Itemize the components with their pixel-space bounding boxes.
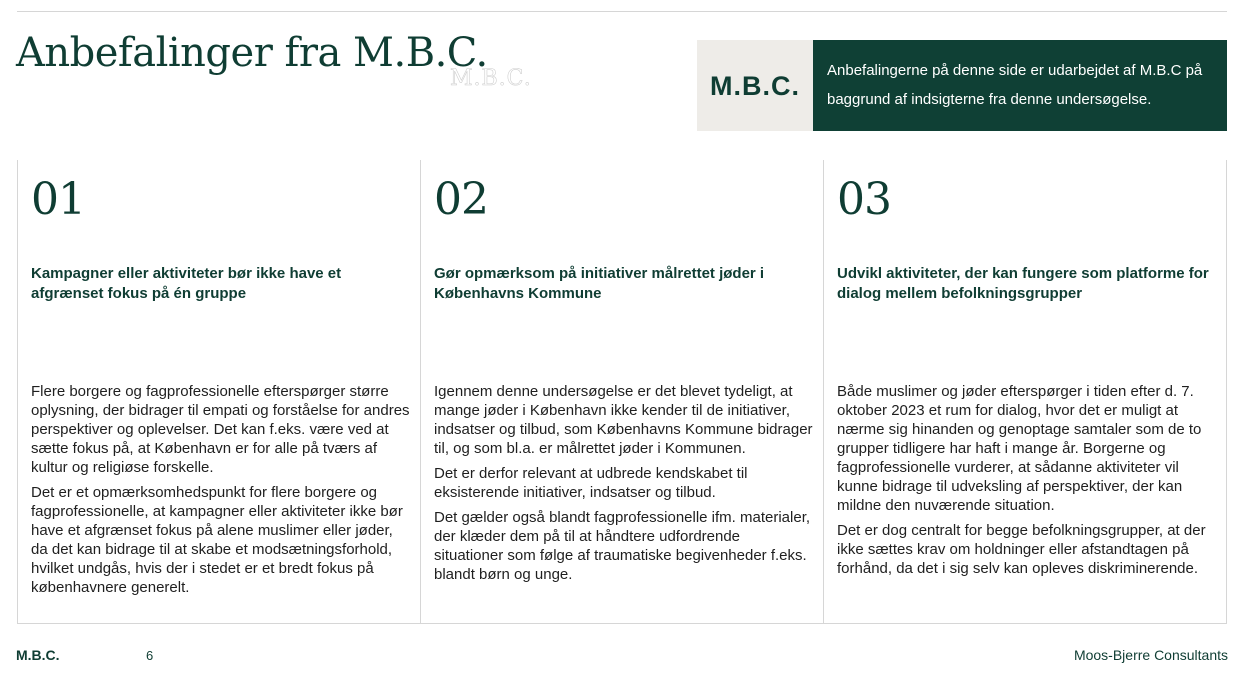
body-paragraph: Det gælder også blandt fagprofessionelle ifm. materialer, der klæder dem på til at håndtere udfordrende situationer som følge af traumatiske begivenheder f.eks. blandt børn og unge. (434, 509, 811, 583)
body-paragraph: Både muslimer og jøder efterspørger i tiden efter d. 7. oktober 2023 et rum for dialog, hvor det er muligt at nærme sig hinanden og genoptage samtaler som de to grupper tidligere har haft i mange år. Borgerne og fagprofessionelle vurderer, at sådanne aktiviteter vil kunne bidrage til udveksling af perspektiver, der kan mildne den nuværende situation. (837, 383, 1202, 514)
body-paragraph: Igennem denne undersøgelse er det blevet tydeligt, at mange jøder i København ikke kender til de initiativer, indsatser og tilbud, som Københavns Kommune bidrager til, og som bl.a. er målrettet jøder i Kommunen. (434, 383, 813, 457)
recommendation-body (434, 382, 813, 590)
body-paragraph: Flere borgere og fagprofessionelle efterspørger større oplysning, der bidrager til empati og forståelse for andres perspektiver og oplevelser. Det kan f.eks. være ved at sætte fokus på, at København er for alle på tværs af kultur og religiøse forskelle. (31, 383, 410, 476)
recommendation-number: 03 (837, 174, 891, 225)
mbc-callout (697, 40, 1227, 131)
recommendation-heading: Kampagner eller aktiviteter bør ikke have et afgrænset fokus på én gruppe (31, 265, 342, 302)
recommendation-body (837, 382, 1216, 584)
recommendation-number: 01 (31, 174, 85, 225)
page-number: 6 (146, 648, 154, 663)
recommendation-heading: Udvikl aktiviteter, der kan fungere som platforme for dialog mellem befolkningsgrupper (837, 265, 1209, 302)
callout-logo-box (697, 40, 813, 131)
footer-company-name: Moos-Bjerre Consultants (1073, 647, 1228, 663)
callout-text: Anbefalingerne på denne side er udarbejdet af M.B.C på baggrund af indsigterne fra denne undersøgelse. (813, 40, 1227, 131)
recommendation-columns (17, 160, 1227, 624)
recommendation-heading: Gør opmærksom på initiativer målrettet jøder i Københavns Kommune (434, 265, 765, 302)
recommendation-3 (823, 160, 1227, 623)
body-paragraph: Det er derfor relevant at udbrede kendskabet til eksisterende initiativer, indsatser og tilbud. (434, 465, 748, 501)
recommendation-body (31, 382, 410, 603)
recommendation-number: 02 (434, 174, 488, 225)
callout-logo: M.B.C. (710, 71, 800, 101)
recommendation-2 (420, 160, 823, 623)
body-paragraph: Det er dog centralt for begge befolkningsgrupper, at der ikke sættes krav om holdninger eller afstandtagen på forhånd, da det i sig selv kan opleves diskriminerende. (837, 522, 1206, 577)
top-divider (17, 11, 1227, 12)
body-paragraph: Det er et opmærksomhedspunkt for flere borgere og fagprofessionelle, at kampagner eller aktiviteter ikke bør have et afgrænset fokus på alene muslimer eller jøder, da det kan bidrage til at skabe et modsætningsforhold, hvilket undgås, hvis der i stedet er et bredt fokus på københavnere generelt. (31, 484, 403, 596)
watermark-logo: M.B.C. (450, 66, 532, 91)
footer-logo: M.B.C. (16, 647, 60, 663)
page-title: Anbefalinger fra M.B.C. (16, 30, 488, 76)
recommendation-1 (17, 160, 420, 623)
